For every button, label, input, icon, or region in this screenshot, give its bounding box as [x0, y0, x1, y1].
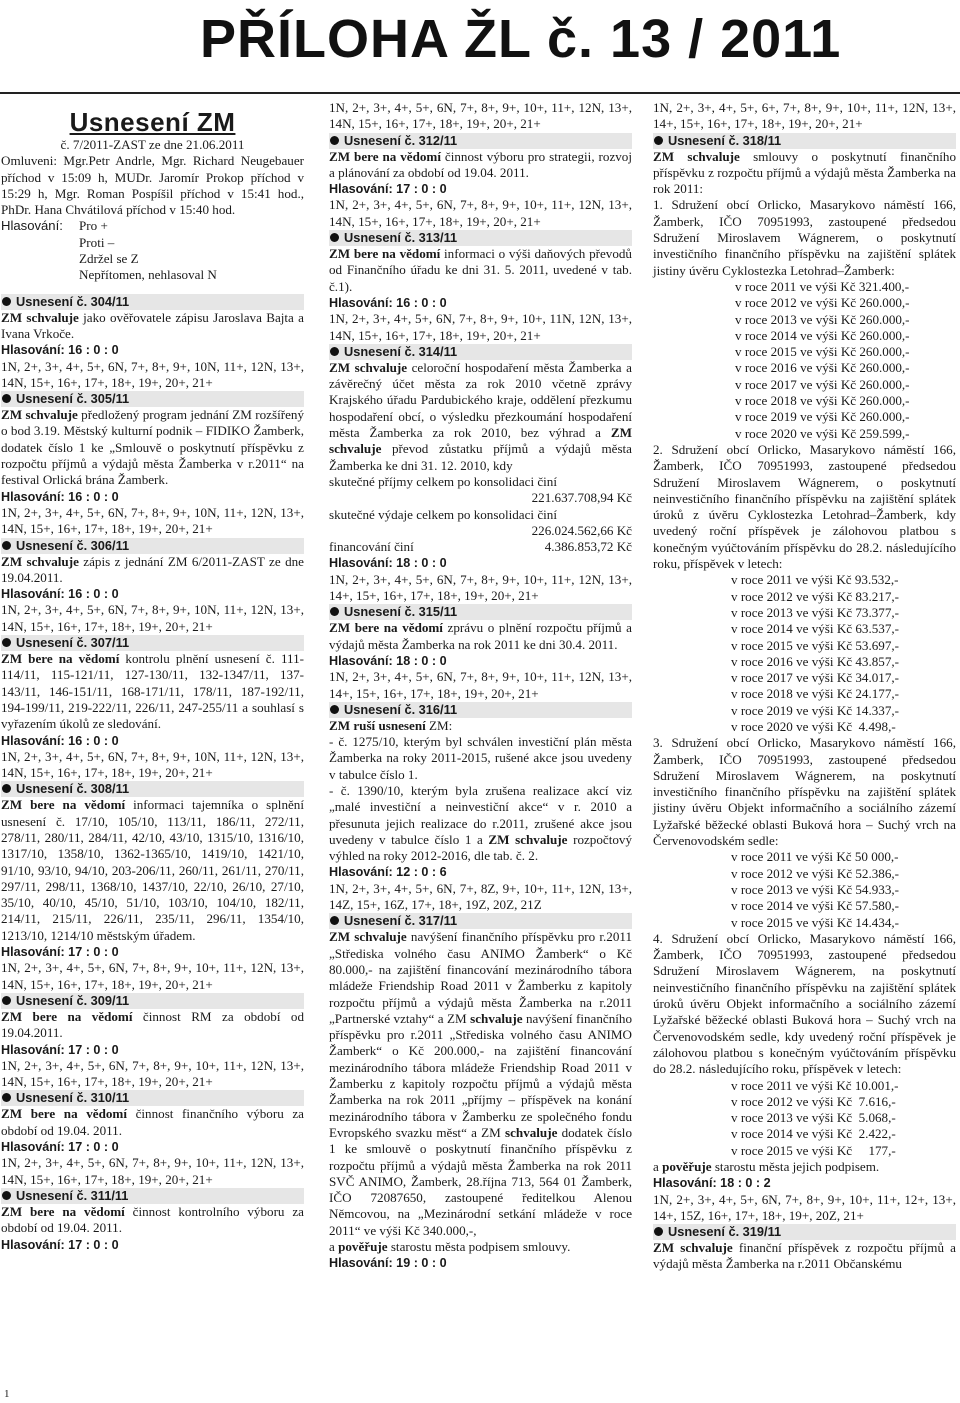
resolution-verb: ZM bere na vědomí — [1, 1203, 125, 1219]
budget-value: 4.386.853,72 Kč — [544, 539, 632, 555]
resolution-text: informaci tajemníka o splnění usnesení č. 17/10, 105/10, 113/11, 186/11, 272/11, 278/11, 280/11, 284/11, 42/10, 43/10, 1315/10, 1316/10, 1317/10, 1358/10, 1362-1365/10, 1419/10, 1421/10, 91/10, 93/10, 94/10, 203-206/11, 260/11, 261/11, 270/11, 297/11, 298/11, 1368/10, 1437/10, 22/10, 26/10, 27/10, 35/10, 40/10, 45/10, 51/10, 103/10, 104/10, 182/11, 214/11, 215/11, 226/11, 235/11, 296/11, 1354/10, 1213/10, 1214/10 městským úřadem. — [1, 797, 304, 943]
title-divider — [0, 92, 960, 94]
grant-amount: v roce 2019 ve výši Kč 14.337,- — [731, 702, 900, 718]
grant-amount: v roce 2013 ve výši Kč 54.933,- — [731, 881, 900, 897]
resolution-heading: Usnesení č. 307/11 — [1, 635, 304, 651]
budget-value: 221.637.708,94 Kč — [531, 490, 632, 506]
resolution-text: celoroční hospodaření města Žamberka a závěrečný účet města za rok 2010 včetně zprávy Krajského úřadu Pardubického kraje, oddělení přezkumu hospodaření obcí, o výsledku přezkoumání hospodaření města Žamberka za rok 2010, bez výhrad a — [329, 359, 632, 441]
vote-legend-item: Nepřítomen, nehlasoval N — [79, 267, 217, 283]
grant-amount: v roce 2013 ve výši Kč 260.000,- — [735, 311, 910, 327]
resolution-verb: ZM bere na vědomí — [1, 651, 120, 667]
grant-amount: v roce 2011 ve výši Kč 50 000,- — [731, 849, 899, 865]
resolution-text: starostu města jejich podpisem. — [711, 1159, 880, 1174]
bullet-icon — [2, 638, 11, 647]
attendance-note: Omluveni: Mgr.Petr Andrle, Mgr. Richard Neugebauer příchod v 15:09 h, MUDr. Jaromír Prokop příchod v 15:29 h, Mgr. Roman Pospíšil příchod v 15:41 hod., PhDr. Hana Chvátilová příchod v 15:40 hod. — [1, 153, 304, 218]
resolution-text: ZM: — [425, 717, 453, 733]
resolution-305 — [1, 391, 304, 537]
resolution-308 — [1, 781, 304, 993]
grant-item: 4. Sdružení obcí Orlicko, Masarykovo náměstí 166, Žamberk, IČO 70951993, zastoupené předsedou Sdružení Miroslavem Wágnerem, na poskytnutí neinvestičního finančního příspěvku na zajištění splátek úroků úvěru Objekt informačního a sociálního zázemí Lyžařské běžecké oblasti Buková hora – Suchý vrch na Červenovodském sedle, kdy uvedený roční příspěvek je zálohovou platbou s konečným vyúčtováním příspěvku do 28.2. následujícího roku, příspěvek v letech: — [653, 930, 956, 1077]
grant-amount: v roce 2012 ve výši Kč 7.616,- — [731, 1093, 896, 1109]
grant-amount: v roce 2016 ve výši Kč 43.857,- — [731, 653, 900, 669]
resolution-317 — [329, 913, 632, 1271]
grant-amount: v roce 2016 ve výši Kč 260.000,- — [735, 360, 910, 376]
budget-value: 226.024.562,66 Kč — [531, 522, 632, 538]
bullet-icon — [654, 136, 663, 145]
grant-amount: v roce 2014 ve výši Kč 63.537,- — [731, 621, 900, 637]
resolution-verb: ZM schvaluje — [1, 407, 78, 423]
bullet-icon — [2, 394, 11, 403]
resolution-heading: Usnesení č. 306/11 — [1, 538, 304, 554]
resolution-verb: ZM schvaluje — [488, 831, 568, 847]
bullet-icon — [330, 347, 339, 356]
grant-amount: v roce 2018 ve výši Kč 24.177,- — [731, 686, 900, 702]
resolution-heading: Usnesení č. 317/11 — [329, 913, 632, 929]
resolution-310 — [1, 1090, 304, 1187]
resolution-verb: ZM bere na vědomí — [329, 620, 443, 636]
grant-amount: v roce 2015 ve výši Kč 14.434,- — [731, 914, 900, 930]
resolution-heading: Usnesení č. 312/11 — [329, 133, 632, 149]
resolution-heading: Usnesení č. 318/11 — [653, 133, 956, 149]
column-2 — [329, 100, 632, 1272]
resolution-verb: ZM schvaluje — [329, 359, 408, 375]
vote-legend-item: Proti – — [79, 234, 115, 250]
vote-detail: 1N, 2+, 3+, 4+, 5+, 6N, 7+, 8+, 9+, 10N, 11+, 12N, 13+, 14N, 15+, 16+, 17+, 18+, 19+, 20+, 21+ — [1, 358, 304, 390]
bullet-icon — [2, 1191, 11, 1200]
vote-detail: 1N, 2+, 3+, 4+, 5+, 6N, 7+, 8+, 9+, 10+, 11N, 12N, 13+, 14N, 15+, 16+, 17+, 18+, 19+, 20+, 21+ — [329, 311, 632, 343]
resolution-318 — [653, 133, 956, 1225]
vote-detail: 1N, 2+, 3+, 4+, 5+, 6N, 7+, 8+, 9+, 10+, 11+, 12N, 13+, 14+, 15+, 16+, 17+, 18+, 19+, 20+, 21+ — [329, 571, 632, 604]
resolution-verb: ZM schvaluje — [329, 929, 407, 945]
vote-detail: 1N, 2+, 3+, 4+, 5+, 6N, 7+, 8+, 9+, 10N, 11+, 12N, 13+, 14N, 15+, 16+, 17+, 18+, 19+, 20+, 21+ — [1, 504, 304, 537]
vote-result: Hlasování: 17 : 0 : 0 — [1, 1140, 119, 1155]
resolution-verb: pověřuje — [662, 1159, 712, 1174]
vote-result: Hlasování: 12 : 0 : 6 — [329, 865, 447, 880]
resolution-307 — [1, 635, 304, 781]
grant-item: 3. Sdružení obcí Orlicko, Masarykovo náměstí 166, Žamberk, IČO 70951993, zastoupené předsedou Sdružení Miroslavem Wágnerem, na poskytnutí investičního finančního příspěvku na zajištění splátek jistiny úvěru Objekt informačního a sociálního zázemí Lyžařské běžecké oblasti Buková hora – Suchý vrch na Červenovodském sedle: — [653, 735, 956, 849]
resolution-verb: ZM schvaluje — [1, 553, 79, 569]
bullet-icon — [2, 1093, 11, 1102]
grant-item: 2. Sdružení obcí Orlicko, Masarykovo náměstí 166, Žamberk, IČO 70951993, zastoupené předsedou Sdružení Miroslavem Wágnerem, o poskytnutí neinvestičního finančního příspěvku na zajištění splátek úroků z úvěru Cyklostezka Letohrad–Žamberk, kdy uvedený roční příspěvek je zálohovou platbou s konečným vyúčtováním příspěvku do 28.2. následujícího roku, příspěvek v letech: — [653, 441, 956, 572]
resolution-verb: ZM bere na vědomí — [1, 1106, 127, 1122]
resolution-316 — [329, 702, 632, 914]
grant-amount: v roce 2014 ve výši Kč 260.000,- — [735, 327, 910, 343]
resolution-text: zprávu o plnění rozpočtu příjmů a výdajů města Žamberka na rok 2011 ke dni 30.4. 2011. — [329, 620, 632, 652]
resolution-text: navýšení finančního příspěvku pro r.2011 „Střediska volného času ANIMO Žamberk“ o Kč 200.000,- na zajištění financování mezinárodního tábora mládeže Friendship Road 2011 v Žamberku z kapitoly rozpočtu příjmů a výdajů města Žamberka na rok 2011 „příjmy – příspěvek na konání mezinárodního tábora v Žamberku ze společného fondu Evropského svazku měst“ a ZM — [329, 1010, 632, 1140]
vote-result: Hlasování: 17 : 0 : 0 — [1, 1042, 119, 1057]
vote-result: Hlasování: 18 : 0 : 2 — [653, 1176, 771, 1191]
resolution-text: činnost RM za období od 19.04.2011. — [1, 1008, 304, 1041]
resolution-315 — [329, 604, 632, 701]
resolution-verb: ZM bere na vědomí — [329, 246, 441, 262]
resolution-verb: pověřuje — [338, 1239, 388, 1254]
resolution-verb: schvaluje — [470, 1010, 523, 1026]
resolution-text: dodatek číslo 1 ke smlouvě o poskytnutí finančního příspěvku z rozpočtu příjmů a výdajů města Žamberka na rok 2011 SVČ ANIMO, Žamberk, 28.října 713, 564 01 Žamberk, IČO 72087650, zastoupené ředitelkou Alenou Němcovou, na „Mezinárodní setkání mládeže v roce 2011“ ve výši Kč 340.000,-, — [329, 1124, 632, 1238]
resolution-heading: Usnesení č. 316/11 — [329, 702, 632, 718]
resolution-verb: ZM bere na vědomí — [1, 797, 126, 813]
grant-amount: v roce 2011 ve výši Kč 10.001,- — [731, 1077, 899, 1093]
resolution-306 — [1, 538, 304, 635]
budget-label: skutečné výdaje celkem po konsolidaci činí — [329, 506, 557, 522]
page-number: 1 — [4, 1388, 10, 1400]
grant-amount: v roce 2014 ve výši Kč 2.422,- — [731, 1126, 896, 1142]
resolution-text: činnost kontrolního výboru za období od 19.04. 2011. — [1, 1203, 304, 1236]
vote-detail: 1N, 2+, 3+, 4+, 5+, 6N, 7+, 8+, 9+, 10+, 11+, 12N, 13+, 14N, 15+, 16+, 17+, 18+, 19+, 20+, 21+ — [1, 1155, 304, 1187]
vote-result: Hlasování: 17 : 0 : 0 — [329, 182, 447, 197]
resolution-heading: Usnesení č. 309/11 — [1, 993, 304, 1009]
vote-legend-item: Pro + — [79, 218, 108, 234]
resolution-text: činnost výboru pro strategii, rozvoj a plánování za období od 19.04. 2011. — [329, 148, 632, 180]
bullet-icon — [330, 607, 339, 616]
section-heading: Usnesení ZM — [69, 107, 236, 137]
resolution-text: jako ověřovatele zápisu Jaroslava Bajta a Ivana Vrkoče. — [1, 309, 304, 341]
resolution-text: informaci o výši daňových převodů od Finančního úřadu ke dni 31. 5. 2011, uvedené v tab. č.1). — [329, 246, 632, 294]
resolution-text: finanční příspěvek z rozpočtu příjmů a výdajů města Žamberka na r.2011 Občanskému — [653, 1240, 956, 1272]
resolution-309 — [1, 993, 304, 1090]
resolution-text: a — [329, 1239, 339, 1254]
grant-amount: v roce 2020 ve výši Kč 259.599,- — [735, 425, 910, 441]
bullet-icon — [2, 297, 11, 306]
vote-result: Hlasování: 18 : 0 : 0 — [329, 653, 447, 668]
grant-amount: v roce 2017 ve výši Kč 260.000,- — [735, 376, 910, 392]
bullet-icon — [330, 233, 339, 242]
grant-amount: v roce 2015 ve výši Kč 260.000,- — [735, 344, 910, 360]
bullet-icon — [654, 1227, 663, 1236]
resolution-verb: ZM schvaluje — [1, 309, 79, 325]
resolution-text: smlouvy o poskytnutí finančního příspěvku z rozpočtu příjmů a výdajů města Žamberka na rok 2011: — [653, 148, 957, 197]
grant-amount: v roce 2015 ve výši Kč 53.697,- — [731, 637, 900, 653]
budget-label: financování činí — [329, 539, 414, 555]
grant-amount: v roce 2014 ve výši Kč 57.580,- — [731, 898, 900, 914]
column-3 — [653, 100, 956, 1273]
vote-result: Hlasování: 16 : 0 : 0 — [1, 587, 119, 602]
resolution-heading: Usnesení č. 305/11 — [1, 391, 304, 407]
vote-result: Hlasování: 16 : 0 : 0 — [1, 489, 119, 504]
resolution-heading: Usnesení č. 311/11 — [1, 1188, 304, 1204]
vote-detail: 1N, 2+, 3+, 4+, 5+, 6N, 7+, 8+, 9+, 10N, 11+, 12N, 13+, 14N, 15+, 16+, 17+, 18+, 19+, 20+, 21+ — [1, 602, 304, 634]
grant-amount: v roce 2012 ve výši Kč 260.000,- — [735, 295, 910, 311]
grant-amount: v roce 2015 ve výši Kč 177,- — [731, 1142, 896, 1158]
grant-item: 1. Sdružení obcí Orlicko, Masarykovo náměstí 166, Žamberk, IČO 70951993, zastoupené předsedou Sdružení Miroslavem Wágnerem, o poskytnutí investičního finančního příspěvku na zajištění splátek jistiny úvěru Cyklostezka Letohrad–Žamberk: — [653, 197, 956, 278]
resolution-text: předložený program jednání ZM rozšířený o bod 3.19. Městský kulturní podnik – FIDIKO Žamberk, dodatek číslo 1 ke „Smlouvě o poskytnutí příspěvku z rozpočtu příjmů a výdajů města Žamberka v r.2011“ na festival Orlická brána Žamberk. — [1, 407, 304, 488]
grant-amount: v roce 2018 ve výši Kč 260.000,- — [735, 393, 910, 409]
resolution-verb: ZM ruší usnesení — [329, 717, 426, 733]
resolution-text: rozpočtový výhled na roky 2012-2016, dle tab. č. 2. — [329, 831, 632, 864]
vote-detail: 1N, 2+, 3+, 4+, 5+, 6N, 7+, 8+, 9+, 10N, 11+, 12N, 13+, 14N, 15+, 16+, 17+, 18+, 19+, 20+, 21+ — [1, 748, 304, 781]
vote-result: Hlasování: 18 : 0 : 0 — [329, 556, 447, 571]
vote-result: Hlasování: 17 : 0 : 0 — [1, 1237, 119, 1252]
bullet-icon — [2, 996, 11, 1005]
bullet-icon — [2, 784, 11, 793]
meeting-number: č. 7/2011-ZAST ze dne 21.06.2011 — [60, 137, 245, 152]
grant-amount: v roce 2013 ve výši Kč 73.377,- — [731, 604, 900, 620]
bullet-icon — [330, 705, 339, 714]
resolution-text: - č. 1390/10, kterým byla zrušena realizace akcí viz „malé investiční a neinvestiční akce“ v r. 2010 a přesunuta jejich realizace do r.2011, zrušené akce jsou uvedeny v tabulce číslo 1 a — [329, 782, 632, 847]
vote-detail: 1N, 2+, 3+, 4+, 5+, 6N, 7+, 8+, 9+, 10+, 11+, 12N, 13+, 14N, 15+, 16+, 17+, 18+, 19+, 20+, 21+ — [1, 960, 304, 992]
resolution-heading: Usnesení č. 304/11 — [1, 294, 304, 310]
vote-result: Hlasování: 16 : 0 : 0 — [1, 343, 119, 358]
resolution-text: starostu města podpisem smlouvy. — [387, 1239, 571, 1254]
resolution-text: a — [653, 1159, 663, 1174]
vote-result: Hlasování: 17 : 0 : 0 — [1, 945, 119, 960]
grant-amount: v roce 2011 ve výši Kč 321.400,- — [735, 278, 910, 294]
resolution-text: činnost finančního výboru za období od 19.04. 2011. — [1, 1106, 304, 1138]
resolution-313 — [329, 230, 632, 344]
grant-amount: v roce 2012 ve výši Kč 83.217,- — [731, 588, 900, 604]
resolution-heading: Usnesení č. 319/11 — [653, 1224, 956, 1240]
vote-detail: 1N, 2+, 3+, 4+, 5+, 6N, 7+, 8+, 9+, 10+, 11+, 12N, 13+, 14N, 15+, 16+, 17+, 18+, 19+, 20+, 21+ — [1, 1057, 304, 1090]
vote-detail: 1N, 2+, 3+, 4+, 5+, 6N, 7+, 8Z, 9+, 10+, 11+, 12N, 13+, 14Z, 15+, 16Z, 17+, 18+, 19Z, 20Z, 21Z — [329, 880, 632, 913]
vote-detail: 1N, 2+, 3+, 4+, 5+, 6N, 7+, 8+, 9+, 10+, 11+, 12N, 13+, 14N, 15+, 16+, 17+, 18+, 19+, 20+, 21+ — [329, 197, 632, 229]
budget-label: skutečné příjmy celkem po konsolidaci činí — [329, 473, 557, 489]
resolution-text: - č. 1275/10, kterým byl schválen investiční plán města Žamberka na roky 2011-2015, rušené akce jsou uvedeny v tabulce číslo 1. — [329, 734, 632, 782]
resolution-verb: ZM schvaluje — [653, 1240, 733, 1256]
vote-result: Hlasování: 19 : 0 : 0 — [329, 1256, 447, 1271]
bullet-icon — [2, 541, 11, 550]
resolution-312 — [329, 133, 632, 230]
vote-result: Hlasování: 16 : 0 : 0 — [329, 295, 447, 310]
resolution-311 — [1, 1188, 304, 1253]
page-title: PŘÍLOHA ŽL č. 13 / 2011 — [200, 9, 842, 69]
resolution-text: zápis z jednání ZM 6/2011-ZAST ze dne 19.04.2011. — [1, 553, 304, 585]
vote-detail: 1N, 2+, 3+, 4+, 5+, 6N, 7+, 8+, 9+, 10+, 11+, 12+, 13+, 14+, 15Z, 16+, 17+, 18+, 19+, 20Z, 21+ — [653, 1191, 956, 1223]
resolution-heading: Usnesení č. 314/11 — [329, 344, 632, 360]
resolution-text: navýšení finančního příspěvku pro r.2011 „Střediska volného času ANIMO Žamberk“ o Kč 80.000,- na zajištění financování mezinárodního tábora mládeže Friendship Road 2011 v Žamberku z kapitoly rozpočtu příjmů a výdajů města Žamberka na r.2011 „Partnerské vztahy“ a ZM — [329, 929, 632, 1026]
grant-amount: v roce 2017 ve výši Kč 34.017,- — [731, 670, 900, 686]
vote-detail: 1N, 2+, 3+, 4+, 5+, 6+, 7+, 8+, 9+, 10+, 11+, 12N, 13+, 14+, 15+, 16+, 17+, 18+, 19+, 20+, 21+ — [653, 100, 956, 132]
resolution-314 — [329, 344, 632, 604]
resolution-verb: ZM schvaluje — [329, 425, 632, 457]
resolution-text: kontrolu plnění usnesení č. 111-114/11, 115-121/11, 127-130/11, 132-1347/11, 137-143/11, 146-151/11, 168-171/11, 178/11, 187-192/11, 194-199/11, 219-222/11, 226/11, 247-255/11 a souhlasí s vyřazením úkolů ze sledování. — [1, 651, 304, 732]
resolution-heading: Usnesení č. 308/11 — [1, 781, 304, 797]
resolution-verb: ZM bere na vědomí — [1, 1008, 133, 1024]
bullet-icon — [330, 916, 339, 925]
resolution-text: převod zůstatku příjmů a výdajů města Žamberka ke dni 31. 12. 2010, kdy — [329, 441, 632, 473]
resolution-verb: ZM schvaluje — [653, 148, 740, 164]
grant-amount: v roce 2020 ve výši Kč 4.498,- — [731, 718, 896, 734]
column-1 — [1, 107, 304, 1253]
vote-legend-item: Zdržel se Z — [79, 251, 139, 267]
resolution-304 — [1, 294, 304, 391]
resolution-heading: Usnesení č. 310/11 — [1, 1090, 304, 1106]
grant-amount: v roce 2011 ve výši Kč 93.532,- — [731, 572, 899, 588]
resolution-verb: schvaluje — [505, 1124, 558, 1140]
resolution-verb: ZM bere na vědomí — [329, 148, 441, 164]
vote-detail: 1N, 2+, 3+, 4+, 5+, 6N, 7+, 8+, 9+, 10+, 11+, 12N, 13+, 14N, 15+, 16+, 17+, 18+, 19+, 20+, 21+ — [329, 100, 632, 132]
vote-legend-label: Hlasování: — [1, 218, 63, 234]
vote-result: Hlasování: 16 : 0 : 0 — [1, 733, 119, 748]
resolution-heading: Usnesení č. 315/11 — [329, 604, 632, 620]
bullet-icon — [330, 136, 339, 145]
vote-legend — [1, 218, 304, 283]
resolution-319 — [653, 1224, 956, 1273]
vote-detail: 1N, 2+, 3+, 4+, 5+, 6N, 7+, 8+, 9+, 10+, 11+, 12N, 13+, 14+, 15+, 16+, 17+, 18+, 19+, 20+, 21+ — [329, 669, 632, 701]
resolution-heading: Usnesení č. 313/11 — [329, 230, 632, 246]
grant-amount: v roce 2012 ve výši Kč 52.386,- — [731, 865, 900, 881]
grant-amount: v roce 2019 ve výši Kč 260.000,- — [735, 409, 910, 425]
grant-amount: v roce 2013 ve výši Kč 5.068,- — [731, 1110, 896, 1126]
budget-row — [329, 539, 632, 555]
